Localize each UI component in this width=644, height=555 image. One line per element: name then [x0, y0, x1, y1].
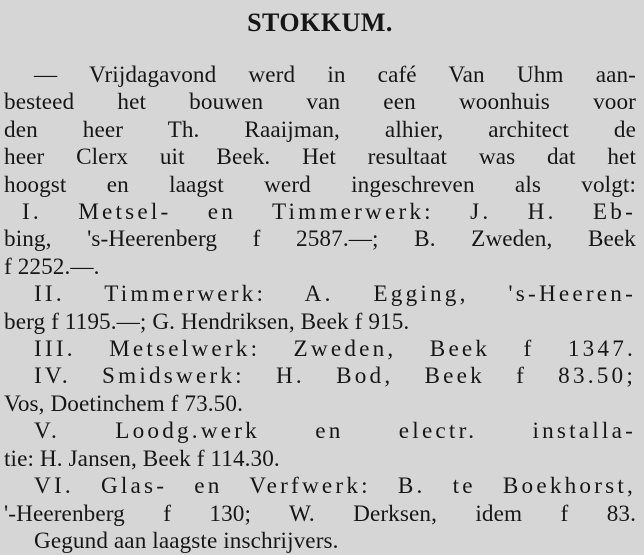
text-line: den heer Th. Raaijman, alhier, architect de	[4, 116, 636, 143]
article-title: STOKKUM.	[247, 8, 393, 37]
text-line: V. Loodg.werk en electr. installa-	[34, 418, 636, 445]
text-line: hoogst en laagst werd ingeschreven als volgt:	[4, 171, 636, 198]
text-line: VI. Glas- en Verfwerk: B. te Boekhorst,	[34, 473, 636, 500]
text-line: berg f 1195.—; G. Hendriksen, Beek f 915.	[4, 308, 410, 335]
text-line: '-Heerenberg f 130; W. Derksen, idem f 83.	[4, 500, 636, 527]
text-line: Gegund aan laagste inschrijvers.	[34, 527, 339, 554]
text-line: III. Metselwerk: Zweden, Beek f 1347.	[34, 336, 636, 363]
text-line: bing, 's-Heerenberg f 2587.—; B. Zweden, Beek	[4, 226, 636, 253]
text-line: IV. Smidswerk: H. Bod, Beek f 83.50;	[34, 363, 636, 390]
text-line: Vos, Doetinchem f 73.50.	[4, 390, 243, 417]
text-line: f 2252.—.	[4, 253, 100, 280]
text-line: tie: H. Jansen, Beek f 114.30.	[4, 445, 280, 472]
text-line: I. Metsel- en Timmerwerk: J. H. Eb-	[22, 199, 636, 226]
text-line: II. Timmerwerk: A. Egging, 's-Heeren-	[34, 281, 636, 308]
text-line: heer Clerx uit Beek. Het resultaat was dat het	[4, 144, 636, 171]
text-line: — Vrijdagavond werd in café Van Uhm aan-	[34, 62, 636, 88]
text-line: besteed het bouwen van een woonhuis voor	[4, 89, 636, 116]
